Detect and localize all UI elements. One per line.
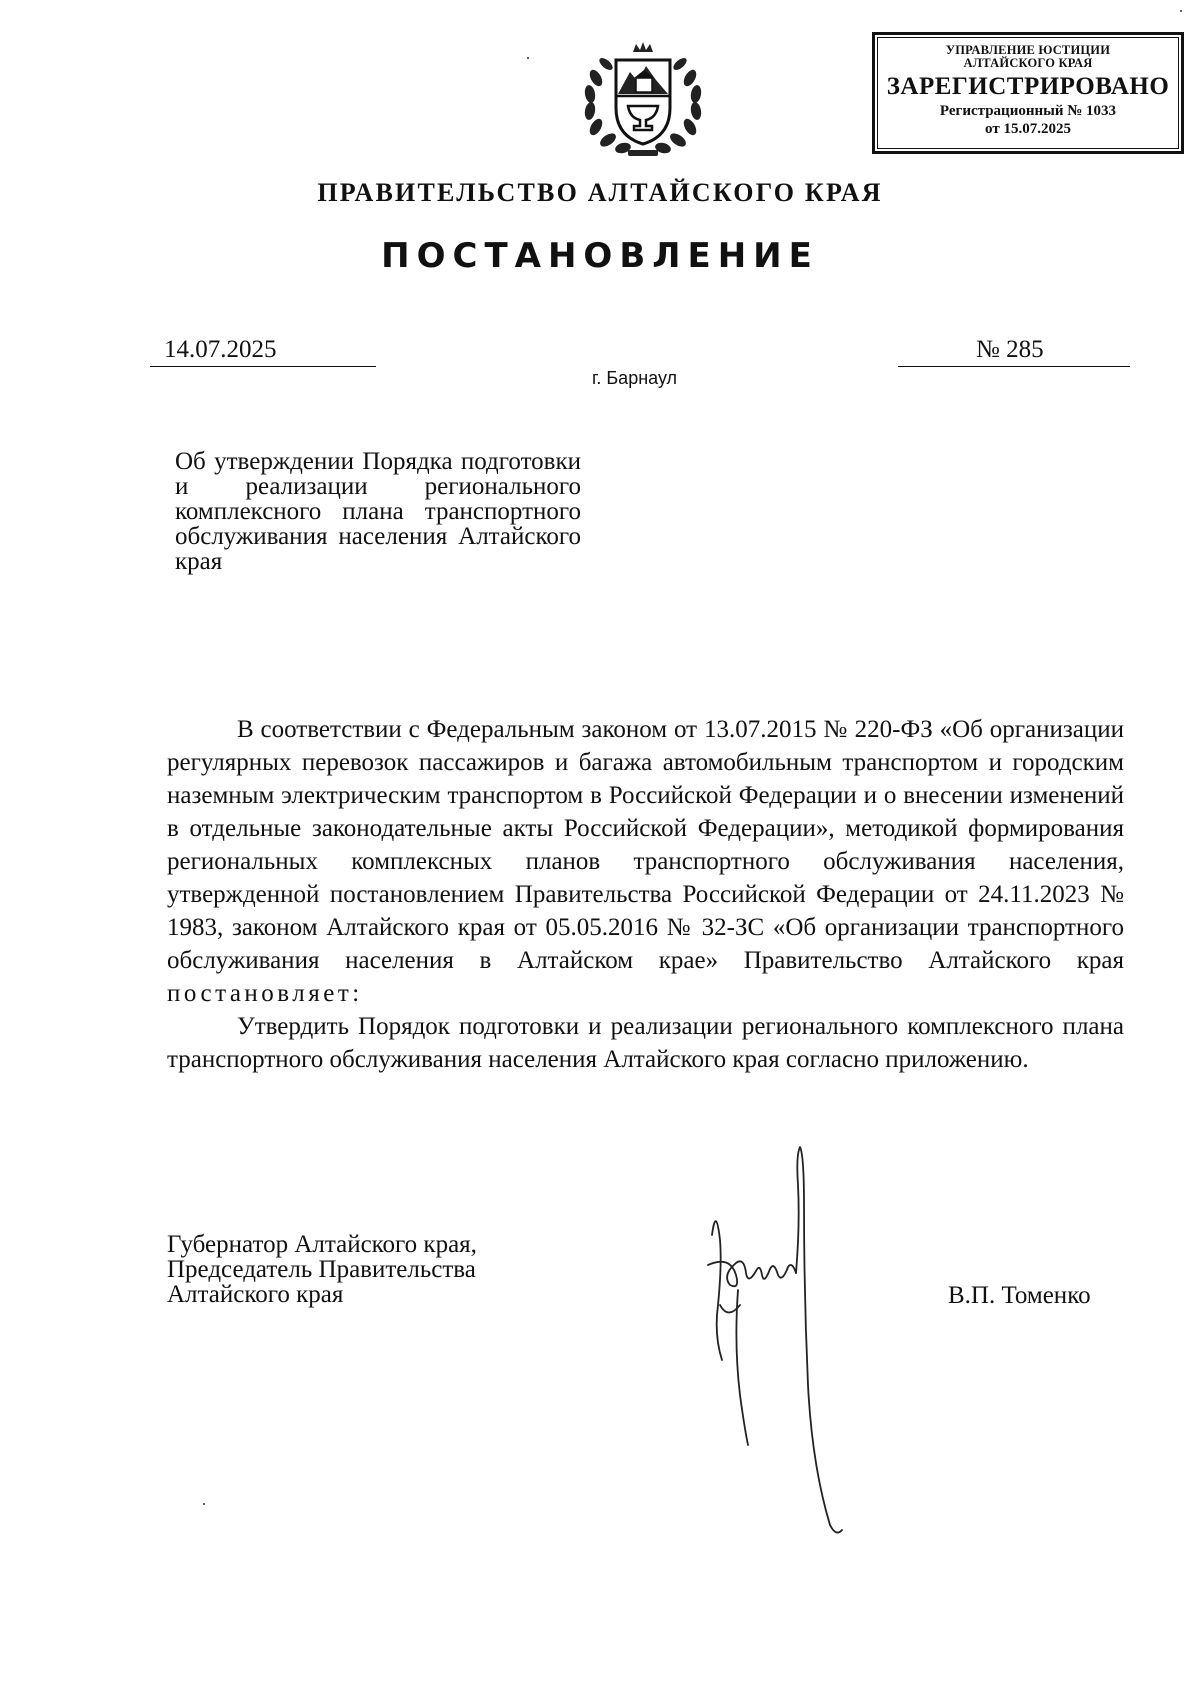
stamp-line1: УПРАВЛЕНИЕ ЮСТИЦИИ <box>945 43 1111 57</box>
document-subject: Об утверждении Порядка подготовки и реализации регионального комплексного плана транспортного обслуживания населения Алтайского края <box>175 448 581 575</box>
authority-title: ПРАВИТЕЛЬСТВО АЛТАЙСКОГО КРАЯ <box>317 178 883 207</box>
document-type: ПОСТАНОВЛЕНИЕ <box>381 236 819 276</box>
document-date: 14.07.2025 <box>150 334 376 367</box>
stamp-reg-date: от 15.07.2025 <box>985 121 1071 137</box>
signatory-position-line1: Губернатор Алтайского края, <box>167 1231 477 1258</box>
scan-speck <box>1180 10 1182 12</box>
stamp-reg-number: Регистрационный № 1033 <box>939 103 1117 119</box>
document-body <box>167 713 1124 1076</box>
coat-of-arms-emblem <box>578 38 708 163</box>
signatory-name: В.П. Томенко <box>948 1282 1091 1309</box>
signatory-position-line3: Алтайского края <box>167 1281 344 1308</box>
body-paragraph-1-verb: постановляет: <box>167 980 363 1007</box>
scan-speck <box>203 1503 205 1505</box>
scan-speck <box>527 57 529 59</box>
registration-stamp <box>872 32 1184 154</box>
handwritten-signature <box>700 1145 870 1540</box>
signatory-position <box>167 1232 477 1307</box>
stamp-status: ЗАРЕГИСТРИРОВАНО <box>886 73 1170 100</box>
body-paragraph-1 <box>167 713 1124 1010</box>
document-city: г. Барнаул <box>592 368 678 388</box>
stamp-line2: АЛТАЙСКОГО КРАЯ <box>963 56 1093 70</box>
body-paragraph-1-text: В соответствии с Федеральным законом от 13.07.2015 № 220-ФЗ «Об организации регулярных перевозок пассажиров и багажа автомобильным транспортом и городским наземным электрическим транспортом в Российской Федерации и о внесении изменений в отдельные законодательные акты Российской Федерации», методикой формирования региональных комплексных планов транспортного обслуживания населения, утвержденной постановлением Правительства Российской Федерации от 24.11.2023 № 1983, законом Алтайского края от 05.05.2016 № 32-ЗС «Об организации транспортного обслуживания населения в Алтайском крае» Правительство Алтайского края <box>167 716 1124 974</box>
signatory-position-line2: Председатель Правительства <box>167 1256 476 1283</box>
body-paragraph-2: Утвердить Порядок подготовки и реализации регионального комплексного плана транспортного обслуживания населения Алтайского края согласно приложению. <box>167 1013 1124 1073</box>
document-number: № 285 <box>898 334 1130 367</box>
